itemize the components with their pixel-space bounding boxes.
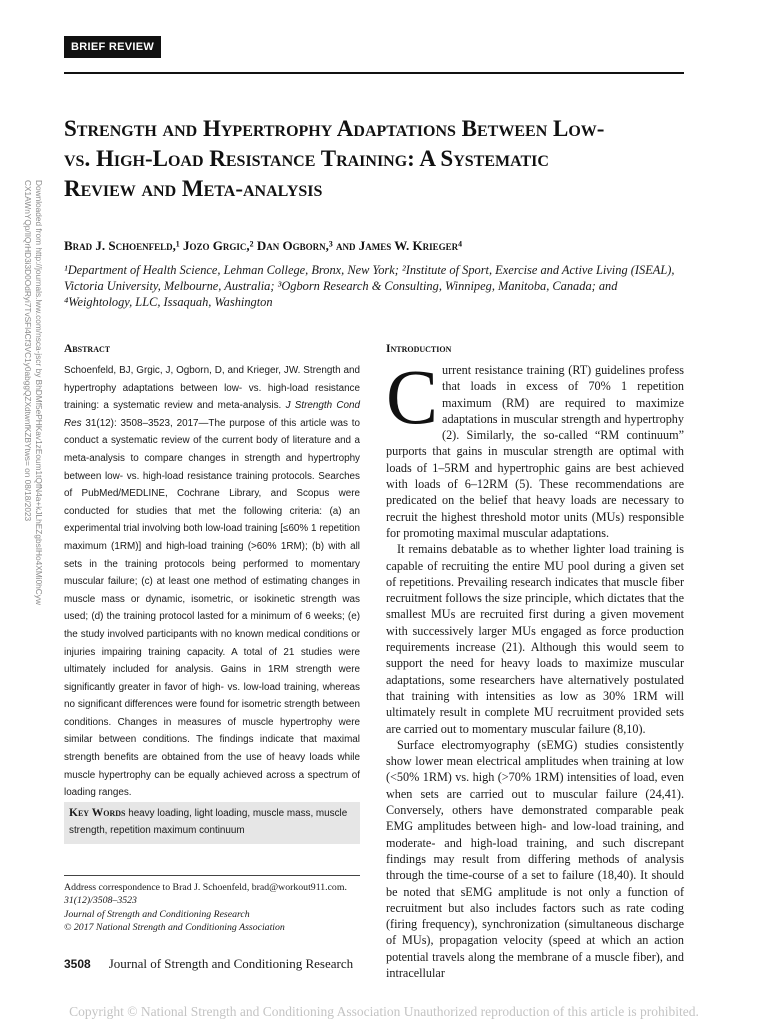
drop-cap: C <box>386 353 439 440</box>
intro-paragraph <box>386 353 684 541</box>
download-watermark-line: CX1AWnYQp/IlQrHD3i3D0OdRyi7TvSFl4Cf3VC1y0abggQZXdtwnfKZBYtws= on 08/18/2023 <box>23 180 33 522</box>
footnotes <box>64 882 364 934</box>
download-watermark <box>4 180 46 630</box>
page-footer <box>64 956 464 974</box>
keywords-text: heavy loading, light loading, muscle mass, muscle strength, repetition maximum continuum <box>69 808 348 836</box>
copyright-banner: Copyright © National Strength and Conditioning Association Unauthorized reproduction of this article is prohibited. <box>69 1004 699 1019</box>
introduction-heading: Introduction <box>386 343 452 355</box>
abstract-journal: J Strength Cond Res <box>64 400 360 429</box>
intro-paragraph-text: urrent resistance training (RT) guidelines profess that loads in excess of 70% 1 repetition maximum (RM) are required to maximize adaptations in muscular strength and hypertrophy (2). Similarly, the so-called “RM continuum” purports that gains in muscular strength are optimal with loads of 1–5RM and hypertrophic gains are best achieved with loads of 6–12RM (5). These recommendations are predicated on the belief that heavy loads are necessary to recruit the highest threshold motor units (MUs) responsible for promoting maximal muscular adaptations. <box>386 363 684 540</box>
abstract-body: 31(12): 3508–3523, 2017—The purpose of this article was to conduct a systematic review of the current body of literature and a meta-analysis to compare changes in strength and hypertrophy between low- vs. high-load resistance training protocols. Searches of PubMed/MEDLINE, Cochrane Library, and Scopus were conducted for studies that met the following criteria: (a) an experimental trial involving both low-load training [≤60% 1 repetition maximum (1RM)] and high-load training (>60% 1RM); (b) with all sets in the training protocols being performed to momentary muscular failure; (c) at least one method of estimating changes in muscle mass or dynamic, isometric, or isokinetic strength was used; (d) the training protocol lasted for a minimum of 6 weeks; (e) the study involved participants with no known medical conditions or injuries impairing training capacity. A total of 21 studies were ultimately included for analysis. Gains in 1RM strength were significantly greater in favor of high- vs. low-load training, whereas no significant differences were found for isometric strength between conditions. Changes in measures of muscle hypertrophy were similar between conditions. The findings indicate that maximal strength benefits are obtained from the use of heavy loads while muscle hypertrophy can be equally achieved across a spectrum of loading ranges. <box>64 417 360 799</box>
article-title: Strength and Hypertrophy Adaptations Between Low- vs. High-Load Resistance Training: A Systematic Review and Meta-analysis <box>64 116 605 201</box>
abstract-text <box>64 362 360 802</box>
footnote-rule <box>64 875 360 876</box>
abstract-citation: Schoenfeld, BJ, Grgic, J, Ogborn, D, and Krieger, JW. Strength and hypertrophy adaptations between low- vs. high-load resistance training: a systematic review and meta-analysis. <box>64 365 360 412</box>
intro-paragraph: Surface electromyography (sEMG) studies consistently show lower mean electrical amplitudes when training at low (<50% 1RM) vs. high (>70% 1RM) intensities of load, even when sets are carried out to muscular failure (24,41). Conversely, others have demonstrated comparable peak EMG amplitudes between high- and low-load training, and moderate- and high-load training, and such discrepant findings may result from differing methods of analysis through the time-course of a set to failure (18,40). It should be noted that sEMG amplitude is not only a function of recruitment but also includes factors such as rate coding (firing frequency), synchronization (simultaneous discharge of MUs), propagation velocity (speed at which an action potential travels along the membrane of a muscle fiber), and intracellular <box>386 737 684 980</box>
abstract-heading: Abstract <box>64 343 111 355</box>
copyright-note: © 2017 National Strength and Conditioning Association <box>64 921 285 933</box>
footer-journal-name: Journal of Strength and Conditioning Research <box>108 956 354 971</box>
intro-paragraph: It remains debatable as to whether lighter load training is capable of recruiting the entire MU pool during a given set of repetitions. Prevailing research indicates that muscle fiber recruitment follows the size principle, which dictates that the smallest MUs are recruited first during a given movement with successively larger MUs engaged as force production requirements increase (21). Although this would seem to support the need for heavy loads to maximize muscular adaptations, some researchers have alternatively postulated that training with intensities as low as 30% 1RM will ultimately result in complete MU recruitment provided sets are carried out to momentary muscular failure (8,10). <box>386 542 684 736</box>
header-rule <box>64 72 684 74</box>
journal-note: Journal of Strength and Conditioning Research <box>64 909 250 921</box>
author-list: Brad J. Schoenfeld,¹ Jozo Grgic,² Dan Ogborn,³ and James W. Krieger⁴ <box>64 238 463 253</box>
keywords-label: Key Words <box>69 807 126 819</box>
introduction-body <box>386 353 684 981</box>
article-type-badge: BRIEF REVIEW <box>64 36 161 58</box>
page-number: 3508 <box>64 957 91 971</box>
download-watermark-line: Downloaded from http://journals.lww.com/nsca-jscr by BhDMf5ePHKav1zEoum1tQfN4a+kJLhEZgbsIHo4XMi0hCyw <box>34 180 44 605</box>
correspondence-note: Address correspondence to Brad J. Schoenfeld, brad@workout911.com. <box>64 882 347 893</box>
author-affiliations: ¹Department of Health Science, Lehman College, Bronx, New York; ²Institute of Sport, Exercise and Active Living (ISEAL), Victoria University, Melbourne, Australia; ³Ogborn Research & Consulting, Winnipeg, Manitoba, Canada; and ⁴Weightology, LLC, Issaquah, Washington <box>64 263 675 309</box>
volume-note: 31(12)/3508–3523 <box>64 894 137 906</box>
keywords-box <box>64 802 360 844</box>
